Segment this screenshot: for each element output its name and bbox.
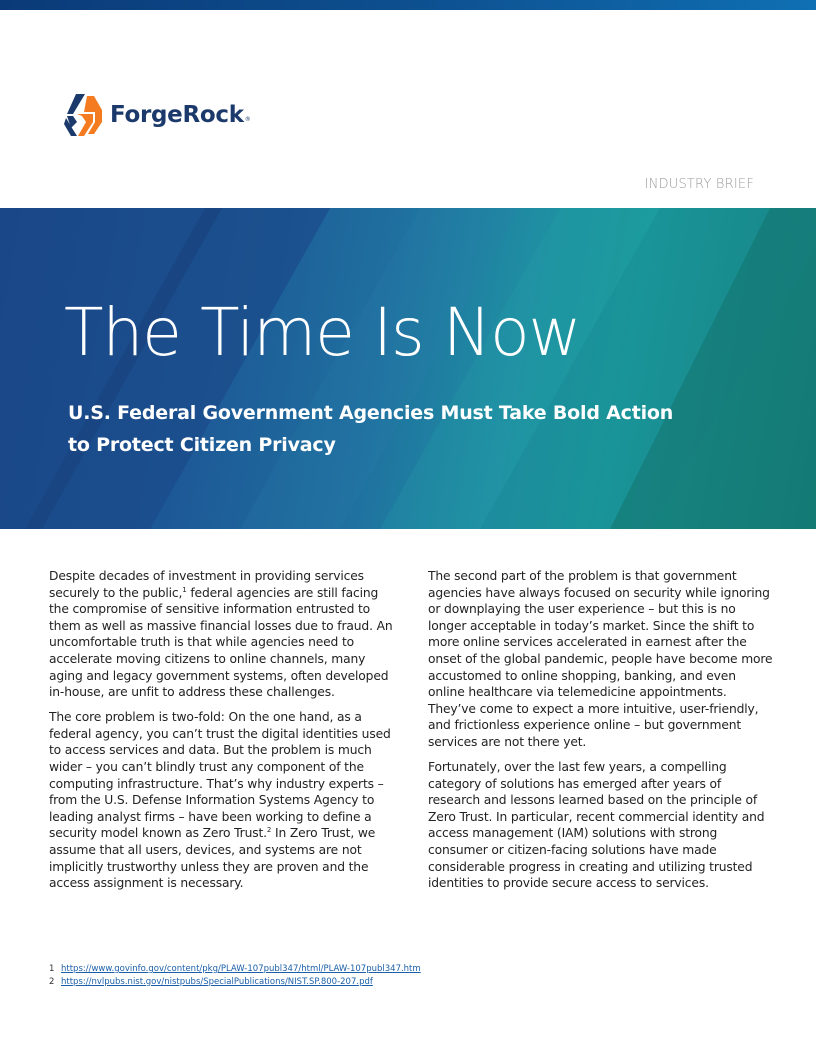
footnote-number: 1 <box>49 964 55 974</box>
footnote-ref-2[interactable]: 2 <box>266 826 272 835</box>
hero-banner <box>0 208 816 529</box>
document-type-label: INDUSTRY BRIEF <box>644 177 754 192</box>
footnote-1 <box>49 963 549 976</box>
footnote-ref-1[interactable]: 1 <box>182 585 187 594</box>
banner-subtitle-line-2: to Protect Citizen Privacy <box>68 434 336 456</box>
paragraph-core-problem: The core problem is two-fold: On the one hand, as a federal agency, you can’t trust the digital identities used to access services and data. But the problem is much wider – you can’t blindly trust any component of the computing infrastructure. That’s why industry experts – from the U.S. Defense Information Systems Agency to leading analyst firms – have been working to define a security model known as Zero Trust.$^2$ In Zero Trust, we assume that all users, devices, and systems are not implicitly trustworthy unless they are proven and the access assignment is necessary. <box>49 710 391 891</box>
paragraph-solutions: Fortunately, over the last few years, a compelling category of solutions has emerged after years of research and lessons learned based on the principle of Zero Trust. In particular, recent commercial identity and access management (IAM) solutions with strong consumer or citizen-facing solutions have made considerable progress in creating and utilizing trusted identities to provide secure access to services. <box>428 760 765 891</box>
top-accent-bar <box>0 0 816 10</box>
footnote-link-govinfo[interactable]: https://www.govinfo.gov/content/pkg/PLAW-107publ347/html/PLAW-107publ347.htm <box>61 964 421 974</box>
forgerock-logo <box>64 94 251 136</box>
registered-mark: ® <box>244 115 251 123</box>
paragraph-second-problem: The second part of the problem is that government agencies have always focused on security while ignoring or downplaying the user experience – but this is no longer acceptable in today’s market. Since the shift to more online services accelerated in earnest after the onset of the global pandemic, people have become more accustomed to online shopping, banking, and even online healthcare via telemedicine appointments. They’ve come to expect a more intuitive, user-friendly, and frictionless experience online – but government services are not there yet. <box>428 569 773 749</box>
footnote-number: 2 <box>49 976 55 987</box>
banner-subtitle-line-1: U.S. Federal Government Agencies Must Take Bold Action <box>68 402 674 424</box>
banner-subtitle <box>68 397 708 461</box>
left-column <box>49 568 401 900</box>
footnote-link-nist[interactable]: https://nvlpubs.nist.gov/nistpubs/SpecialPublications/NIST.SP.800-207.pdf <box>61 976 373 987</box>
paragraph-intro: Despite decades of investment in providing services securely to the public,$^1$ federal agencies are still facing the compromise of sensitive information entrusted to them as well as massive financial losses due to fraud. An uncomfortable truth is that while agencies need to accelerate moving citizens to online channels, many aging and legacy government systems, often developed in-house, are unfit to address these challenges. <box>49 569 393 700</box>
footnotes <box>49 963 549 988</box>
footnote-2 <box>49 976 549 989</box>
banner-title: The Time Is Now <box>64 294 581 371</box>
forgerock-logo-icon <box>64 94 102 136</box>
right-column <box>428 568 776 900</box>
logo-wordmark: ForgeRock <box>110 102 244 128</box>
